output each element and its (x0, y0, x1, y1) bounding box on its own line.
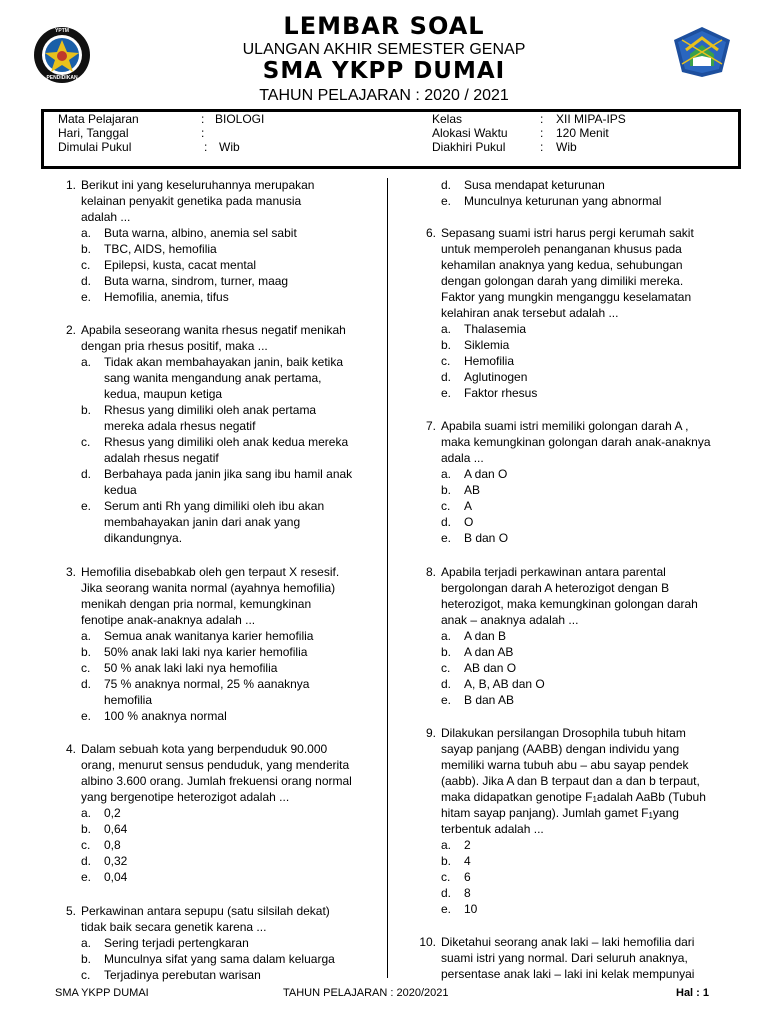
option-text: kedua (104, 483, 137, 497)
exam-name: ULANGAN AKHIR SEMESTER GENAP (242, 41, 526, 58)
q9-subscript: 1 (592, 795, 597, 804)
q2-option-b[interactable] (81, 402, 376, 434)
option-text: A, B, AB dan O (464, 677, 545, 691)
q4-text-line: Dalam sebuah kota yang berpenduduk 90.000 (81, 742, 328, 756)
q4-option-c[interactable] (81, 837, 281, 853)
q10-text-line: suami istri yang normal. Dari seluruh anaknya, (441, 951, 688, 965)
q4-number: 4. (65, 742, 76, 756)
option-letter: d. (441, 515, 452, 529)
column-divider (387, 178, 388, 978)
option-text: A (464, 499, 473, 513)
q4-option-d[interactable] (81, 853, 281, 869)
option-letter: c. (81, 661, 91, 675)
question-1 (58, 177, 378, 307)
time-colon: : (540, 126, 544, 140)
footer-page: Hal : 1 (676, 987, 710, 999)
option-text: Rhesus yang dimiliki oleh anak pertama (104, 403, 317, 417)
option-text: 75 % anaknya normal, 25 % aanaknya (104, 677, 310, 691)
option-text: 8 (464, 886, 471, 900)
option-text: Sering terjadi pertengkaran (104, 936, 249, 950)
q1-option-c[interactable] (81, 257, 371, 273)
q3-text-line: fenotipe anak-anaknya adalah ... (81, 613, 256, 627)
q6-option-c[interactable] (441, 353, 641, 369)
q1-option-e[interactable] (81, 289, 371, 305)
q6-option-a[interactable] (441, 321, 641, 337)
end-value: Wib (556, 140, 577, 154)
option-text: Faktor rhesus (464, 386, 538, 400)
option-letter: e. (441, 386, 452, 400)
q3-text-line: Hemofilia disebabkab oleh gen terpaut X resesif. (81, 565, 340, 579)
option-text: kedua, maupun ketiga (104, 387, 223, 401)
q5-option-e[interactable] (441, 193, 731, 209)
q6-text-line: Sepasang suami istri harus pergi kerumah sakit (441, 226, 694, 240)
option-letter: b. (441, 483, 452, 497)
q5-text-line: tidak baik secara genetik karena ... (81, 920, 267, 934)
q7-option-a[interactable] (441, 466, 641, 482)
option-letter: a. (441, 467, 452, 481)
q9-text-part: maka didapatkan genotipe F (441, 790, 593, 804)
exam-info-box (41, 109, 741, 169)
q2-option-c[interactable] (81, 434, 376, 466)
option-text: adalah rhesus negatif (104, 451, 219, 465)
option-letter: c. (441, 870, 451, 884)
option-letter: a. (81, 355, 92, 369)
q3-option-e[interactable] (81, 708, 376, 724)
day-colon: : (201, 126, 205, 140)
q2-text-line: dengan pria rhesus positif, maka ... (81, 339, 268, 353)
option-text: A dan O (464, 467, 508, 481)
option-text: 0,04 (104, 870, 128, 884)
option-text: 6 (464, 870, 471, 884)
q4-option-e[interactable] (81, 869, 281, 885)
q1-option-b[interactable] (81, 241, 371, 257)
question-4 (58, 741, 383, 891)
q2-option-d[interactable] (81, 466, 376, 498)
option-text: Siklemia (464, 338, 510, 352)
q3-option-a[interactable] (81, 628, 376, 644)
q5-option-b[interactable] (81, 951, 376, 967)
option-text: Buta warna, albino, anemia sel sabit (104, 226, 297, 240)
question-8 (418, 564, 738, 712)
q9-text-part: adalah AaBb (Tubuh (596, 790, 706, 804)
option-letter: c. (81, 968, 91, 982)
question-10 (418, 934, 738, 984)
option-text: mereka adala rhesus negatif (104, 419, 256, 433)
q9-text-line: terbentuk adalah ... (441, 822, 544, 836)
option-letter: a. (441, 838, 452, 852)
q7-text-line: maka kemungkinan golongan darah anak-anaknya (441, 435, 711, 449)
q8-option-a[interactable] (441, 628, 641, 644)
logo-left-text: YPTM (55, 28, 69, 34)
q6-text-line: kehamilan anaknya yang kedua, sehubungan (441, 258, 683, 272)
q1-option-d[interactable] (81, 273, 371, 289)
option-letter: e. (441, 902, 452, 916)
option-letter: b. (441, 645, 452, 659)
class-colon: : (540, 112, 544, 126)
day-label: Hari, Tanggal (58, 126, 129, 140)
q6-text-line: Faktor yang mungkin menganggu keselamatan (441, 290, 692, 304)
option-text: 0,2 (104, 806, 121, 820)
logo-left-bottom: PENDIDIKAN (46, 75, 78, 81)
q8-option-b[interactable] (441, 644, 641, 660)
option-letter: a. (81, 936, 92, 950)
q8-option-e[interactable] (441, 692, 641, 708)
option-text: A dan B (464, 629, 507, 643)
option-letter: b. (81, 403, 92, 417)
q10-text-line: persentase anak laki – laki ini kelak mempunyai (441, 967, 695, 981)
option-text: sang wanita mengandung anak pertama, (104, 371, 322, 385)
q3-option-d[interactable] (81, 676, 376, 708)
option-text: 0,32 (104, 854, 128, 868)
time-value: 120 Menit (556, 126, 609, 140)
q9-option-a[interactable] (441, 837, 641, 853)
option-text: 0,64 (104, 822, 128, 836)
q2-text-line: Apabila seseorang wanita rhesus negatif menikah (81, 323, 346, 337)
option-text: B dan AB (464, 693, 515, 707)
time-label: Alokasi Waktu (432, 126, 508, 140)
option-text: membahayakan janin dari anak yang (104, 515, 301, 529)
option-letter: e. (81, 290, 92, 304)
q9-option-c[interactable] (441, 869, 641, 885)
q5-option-c[interactable] (81, 967, 376, 983)
option-text: Terjadinya perebutan warisan (104, 968, 261, 982)
q6-text-line: untuk memperoleh penanganan khusus pada (441, 242, 682, 256)
option-text: Serum anti Rh yang dimiliki oleh ibu akan (104, 499, 325, 513)
q6-option-d[interactable] (441, 369, 641, 385)
q4-text-line: yang bergenotipe heterozigot adalah ... (81, 790, 290, 804)
end-label: Diakhiri Pukul (432, 140, 506, 154)
q9-option-d[interactable] (441, 885, 641, 901)
q3-option-b[interactable] (81, 644, 376, 660)
start-value: Wib (219, 140, 240, 154)
option-letter: e. (441, 194, 452, 208)
q5-option-a[interactable] (81, 935, 376, 951)
q8-number: 8. (425, 565, 436, 579)
q6-number: 6. (425, 226, 436, 240)
q7-number: 7. (425, 419, 436, 433)
q9-text-line: memiliki warna tubuh abu – abu sayap pendek (441, 758, 689, 772)
q7-option-e[interactable] (441, 530, 641, 546)
option-text: 2 (464, 838, 471, 852)
q8-option-c[interactable] (441, 660, 641, 676)
option-text: 4 (464, 854, 471, 868)
q9-text-line: sayap panjang (AABB) dengan individu yang (441, 742, 680, 756)
q8-text-line: Apabila terjadi perkawinan antara parental (441, 565, 666, 579)
option-letter: a. (81, 806, 92, 820)
q4-option-a[interactable] (81, 805, 281, 821)
academic-year: TAHUN PELAJARAN : 2020 / 2021 (259, 87, 509, 104)
subject-colon: : (201, 112, 205, 126)
question-7 (418, 418, 738, 550)
footer-year: TAHUN PELAJARAN : 2020/2021 (283, 987, 449, 999)
option-letter: c. (441, 499, 451, 513)
option-letter: b. (81, 645, 92, 659)
q7-text-line: adala ... (441, 451, 484, 465)
q9-option-e[interactable] (441, 901, 641, 917)
option-letter: b. (81, 242, 92, 256)
subject-value: BIOLOGI (215, 112, 265, 126)
option-letter: c. (81, 838, 91, 852)
option-letter: d. (441, 370, 452, 384)
option-letter: d. (81, 677, 92, 691)
footer-school: SMA YKPP DUMAI (55, 987, 149, 999)
question-6 (418, 225, 738, 405)
q9-option-b[interactable] (441, 853, 641, 869)
option-text: Semua anak wanitanya karier hemofilia (104, 629, 314, 643)
option-letter: c. (441, 354, 451, 368)
option-letter: e. (441, 693, 452, 707)
option-letter: d. (441, 886, 452, 900)
option-letter: e. (81, 709, 92, 723)
option-letter: b. (81, 822, 92, 836)
q1-text-line: adalah ... (81, 210, 131, 224)
option-text: 100 % anaknya normal (104, 709, 227, 723)
option-letter: d. (441, 178, 452, 192)
option-text: Epilepsi, kusta, cacat mental (104, 258, 257, 272)
q8-option-d[interactable] (441, 676, 641, 692)
option-text: Tidak akan membahayakan janin, baik ketika (104, 355, 344, 369)
option-letter: d. (81, 467, 92, 481)
q9-number: 9. (425, 726, 436, 740)
option-text: 0,8 (104, 838, 121, 852)
option-text: Aglutinogen (464, 370, 528, 384)
option-letter: d. (81, 854, 92, 868)
option-letter: d. (81, 274, 92, 288)
class-value: XII MIPA-IPS (556, 112, 626, 126)
q9-text-line: Dilakukan persilangan Drosophila tubuh hitam (441, 726, 686, 740)
option-text: O (464, 515, 474, 529)
q4-option-b[interactable] (81, 821, 281, 837)
q9-text-line: (aabb). Jika A dan B terpaut dan a dan b terpaut, (441, 774, 700, 788)
end-colon: : (540, 140, 544, 154)
option-text: Munculnya keturunan yang abnormal (464, 194, 662, 208)
q3-number: 3. (65, 565, 76, 579)
option-letter: e. (441, 531, 452, 545)
q2-option-e[interactable] (81, 498, 376, 546)
option-text: Hemofilia (464, 354, 515, 368)
option-letter: e. (81, 870, 92, 884)
question-9 (418, 725, 738, 921)
q10-number: 10. (419, 935, 436, 949)
q9-text-part: yang (652, 806, 679, 820)
option-text: AB dan O (464, 661, 517, 675)
q7-option-b[interactable] (441, 482, 641, 498)
q3-text-line: Jika seorang wanita normal (ayahnya hemofilia) (81, 581, 336, 595)
option-letter: a. (81, 629, 92, 643)
option-letter: c. (81, 258, 91, 272)
option-letter: c. (441, 661, 451, 675)
option-text: hemofilia (104, 693, 153, 707)
q1-option-a[interactable] (81, 225, 371, 241)
q1-number: 1. (65, 178, 76, 192)
option-text: Berbahaya pada janin jika sang ibu hamil anak (104, 467, 353, 481)
option-text: TBC, AIDS, hemofilia (104, 242, 217, 256)
question-5 (58, 903, 383, 985)
q6-option-b[interactable] (441, 337, 641, 353)
q8-text-line: bergolongan darah A heterozigot dengan B (441, 581, 670, 595)
option-text: AB (464, 483, 481, 497)
q1-text-line: Berikut ini yang keseluruhannya merupakan (81, 178, 315, 192)
option-text: 50% anak laki laki nya karier hemofilia (104, 645, 308, 659)
option-letter: b. (441, 854, 452, 868)
option-text: 50 % anak laki laki nya hemofilia (104, 661, 278, 675)
option-text: Buta warna, sindrom, turner, maag (104, 274, 289, 288)
q2-number: 2. (65, 323, 76, 337)
q6-text-line: kelahiran anak tersebut adalah ... (441, 306, 619, 320)
q6-option-e[interactable] (441, 385, 641, 401)
option-text: B dan O (464, 531, 509, 545)
question-2 (58, 322, 383, 552)
q8-text-line: anak – anaknya adalah ... (441, 613, 579, 627)
option-letter: c. (81, 435, 91, 449)
option-text: Rhesus yang dimiliki oleh anak kedua mereka (104, 435, 349, 449)
option-letter: a. (441, 322, 452, 336)
q10-text-line: Diketahui seorang anak laki – laki hemofilia dari (441, 935, 695, 949)
option-text: Munculnya sifat yang sama dalam keluarga (104, 952, 335, 966)
q7-option-d[interactable] (441, 514, 641, 530)
option-letter: e. (81, 499, 92, 513)
q5-option-d[interactable] (441, 177, 731, 193)
option-text: Thalasemia (464, 322, 527, 336)
q5-number: 5. (65, 904, 76, 918)
option-letter: b. (81, 952, 92, 966)
question-5-continued (418, 177, 738, 211)
start-colon: : (204, 140, 208, 154)
option-text: A dan AB (464, 645, 514, 659)
option-text: Hemofilia, anemia, tifus (104, 290, 229, 304)
sheet-title: LEMBAR SOAL (283, 12, 485, 40)
class-label: Kelas (432, 112, 463, 126)
option-letter: a. (441, 629, 452, 643)
q1-text-line: kelainan penyakit genetika pada manusia (81, 194, 302, 208)
q9-subscript: 1 (648, 811, 653, 820)
option-letter: a. (81, 226, 92, 240)
q4-text-line: albino 3.600 orang. Jumlah frekuensi orang normal (81, 774, 352, 788)
q3-text-line: menikah dengan pria normal, kemungkinan (81, 597, 312, 611)
q7-option-c[interactable] (441, 498, 641, 514)
start-label: Dimulai Pukul (58, 140, 132, 154)
option-text: Susa mendapat keturunan (464, 178, 605, 192)
subject-label: Mata Pelajaran (58, 112, 139, 126)
school-name: SMA YKPP DUMAI (262, 58, 506, 84)
q5-text-line: Perkawinan antara sepupu (satu silsilah dekat) (81, 904, 330, 918)
q6-text-line: dengan golongan darah yang dimiliki mereka. (441, 274, 684, 288)
question-3 (58, 564, 383, 729)
option-text: 10 (464, 902, 478, 916)
q8-text-line: heterozigot, maka kemungkinan golongan darah (441, 597, 698, 611)
option-letter: d. (441, 677, 452, 691)
q3-option-c[interactable] (81, 660, 376, 676)
q2-option-a[interactable] (81, 354, 376, 402)
option-letter: b. (441, 338, 452, 352)
q9-text-part: hitam sayap panjang). Jumlah gamet F (441, 806, 649, 820)
option-text: dikandungnya. (104, 531, 183, 545)
q7-text-line: Apabila suami istri memiliki golongan darah A , (441, 419, 689, 433)
q4-text-line: orang, menurut sensus penduduk, yang menderita (81, 758, 350, 772)
